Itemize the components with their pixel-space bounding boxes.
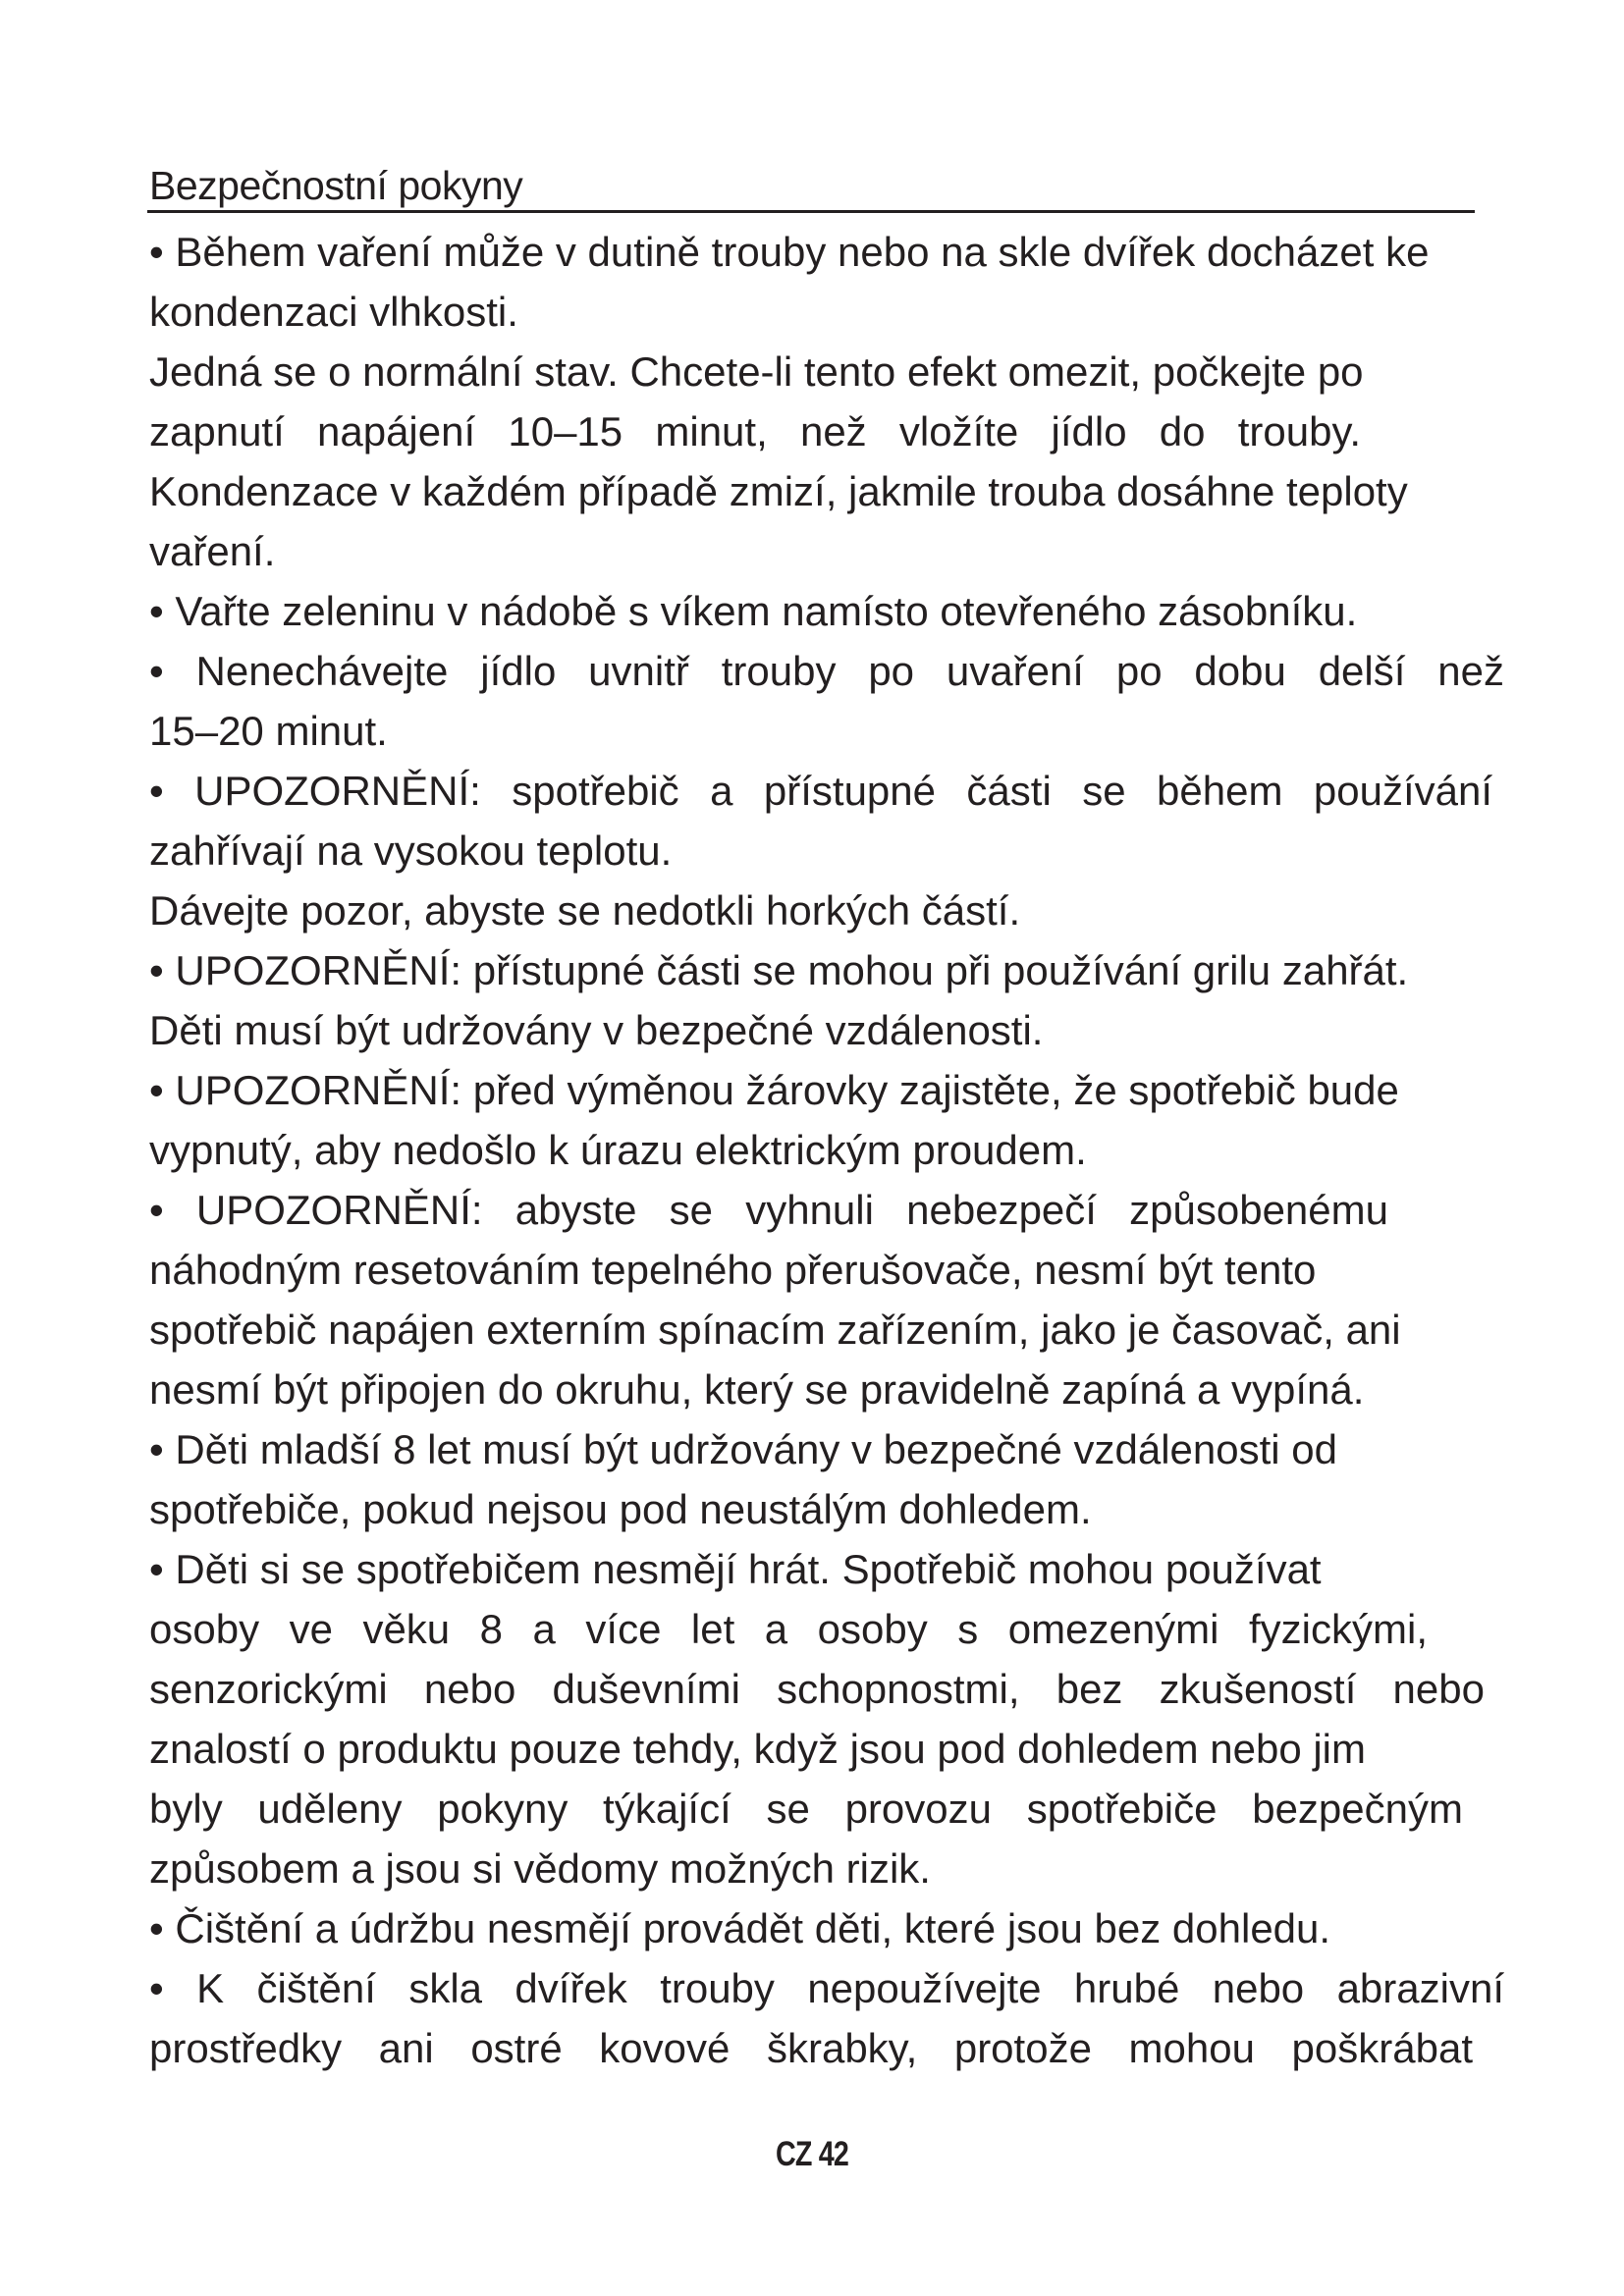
text-line: spotřebiče, pokud nejsou pod neustálým dohledem.	[149, 1486, 1092, 1532]
text-line: Kondenzace v každém případě zmizí, jakmile trouba dosáhne teploty	[149, 468, 1408, 514]
text-line: zapnutí napájení 10–15 minut, než vložíte jídlo do trouby.	[149, 408, 1361, 454]
text-line: nesmí být připojen do okruhu, který se pravidelně zapíná a vypíná.	[149, 1366, 1365, 1413]
text-line: • UPOZORNĚNÍ: abyste se vyhnuli nebezpečí způsobenému	[149, 1187, 1388, 1233]
page-number: CZ 42	[775, 2135, 849, 2173]
text-line: zahřívají na vysokou teplotu.	[149, 828, 673, 874]
section-title: Bezpečnostní pokyny	[149, 163, 523, 208]
text-line: prostředky ani ostré kovové škrabky, protože mohou poškrábat	[149, 2025, 1473, 2071]
text-line: • Děti si se spotřebičem nesmějí hrát. Spotřebič mohou používat	[149, 1546, 1322, 1592]
text-line: Jedná se o normální stav. Chcete-li tento efekt omezit, počkejte po	[149, 348, 1364, 395]
text-line: Dávejte pozor, abyste se nedotkli horkých částí.	[149, 887, 1021, 934]
text-line: osoby ve věku 8 a více let a osoby s omezenými fyzickými,	[149, 1606, 1428, 1652]
text-line: senzorickými nebo duševními schopnostmi, bez zkušeností nebo	[149, 1666, 1485, 1712]
text-line: způsobem a jsou si vědomy možných rizik.	[149, 1845, 931, 1892]
text-line: vypnutý, aby nedošlo k úrazu elektrickým proudem.	[149, 1127, 1087, 1173]
text-line: • Vařte zeleninu v nádobě s víkem namísto otevřeného zásobníku.	[149, 588, 1358, 634]
safety-instructions-text	[149, 222, 1504, 2078]
text-line: • Čištění a údržbu nesmějí provádět děti, které jsou bez dohledu.	[149, 1905, 1331, 1951]
text-line: • Nenechávejte jídlo uvnitř trouby po uvaření po dobu delší než	[149, 648, 1504, 694]
text-line: • Děti mladší 8 let musí být udržovány v bezpečné vzdálenosti od	[149, 1426, 1337, 1472]
text-line: • UPOZORNĚNÍ: před výměnou žárovky zajistěte, že spotřebič bude	[149, 1067, 1399, 1113]
text-line: • Během vaření může v dutině trouby nebo na skle dvířek docházet ke	[149, 229, 1430, 275]
text-line: • UPOZORNĚNÍ: spotřebič a přístupné části se během používání	[149, 768, 1492, 814]
section-heading-underline	[147, 161, 1475, 213]
text-line: byly uděleny pokyny týkající se provozu spotřebiče bezpečným	[149, 1786, 1463, 1832]
text-line: 15–20 minut.	[149, 708, 388, 754]
text-line: znalostí o produktu pouze tehdy, když jsou pod dohledem nebo jim	[149, 1726, 1366, 1772]
text-line: Děti musí být udržovány v bezpečné vzdálenosti.	[149, 1007, 1044, 1053]
text-line: • UPOZORNĚNÍ: přístupné části se mohou při používání grilu zahřát.	[149, 947, 1409, 993]
text-line: vaření.	[149, 528, 276, 574]
text-line: • K čištění skla dvířek trouby nepoužívejte hrubé nebo abrazivní	[149, 1965, 1504, 2011]
text-line: spotřebič napájen externím spínacím zařízením, jako je časovač, ani	[149, 1307, 1401, 1353]
text-line: náhodným resetováním tepelného přerušovače, nesmí být tento	[149, 1247, 1317, 1293]
text-line: kondenzaci vlhkosti.	[149, 289, 518, 335]
